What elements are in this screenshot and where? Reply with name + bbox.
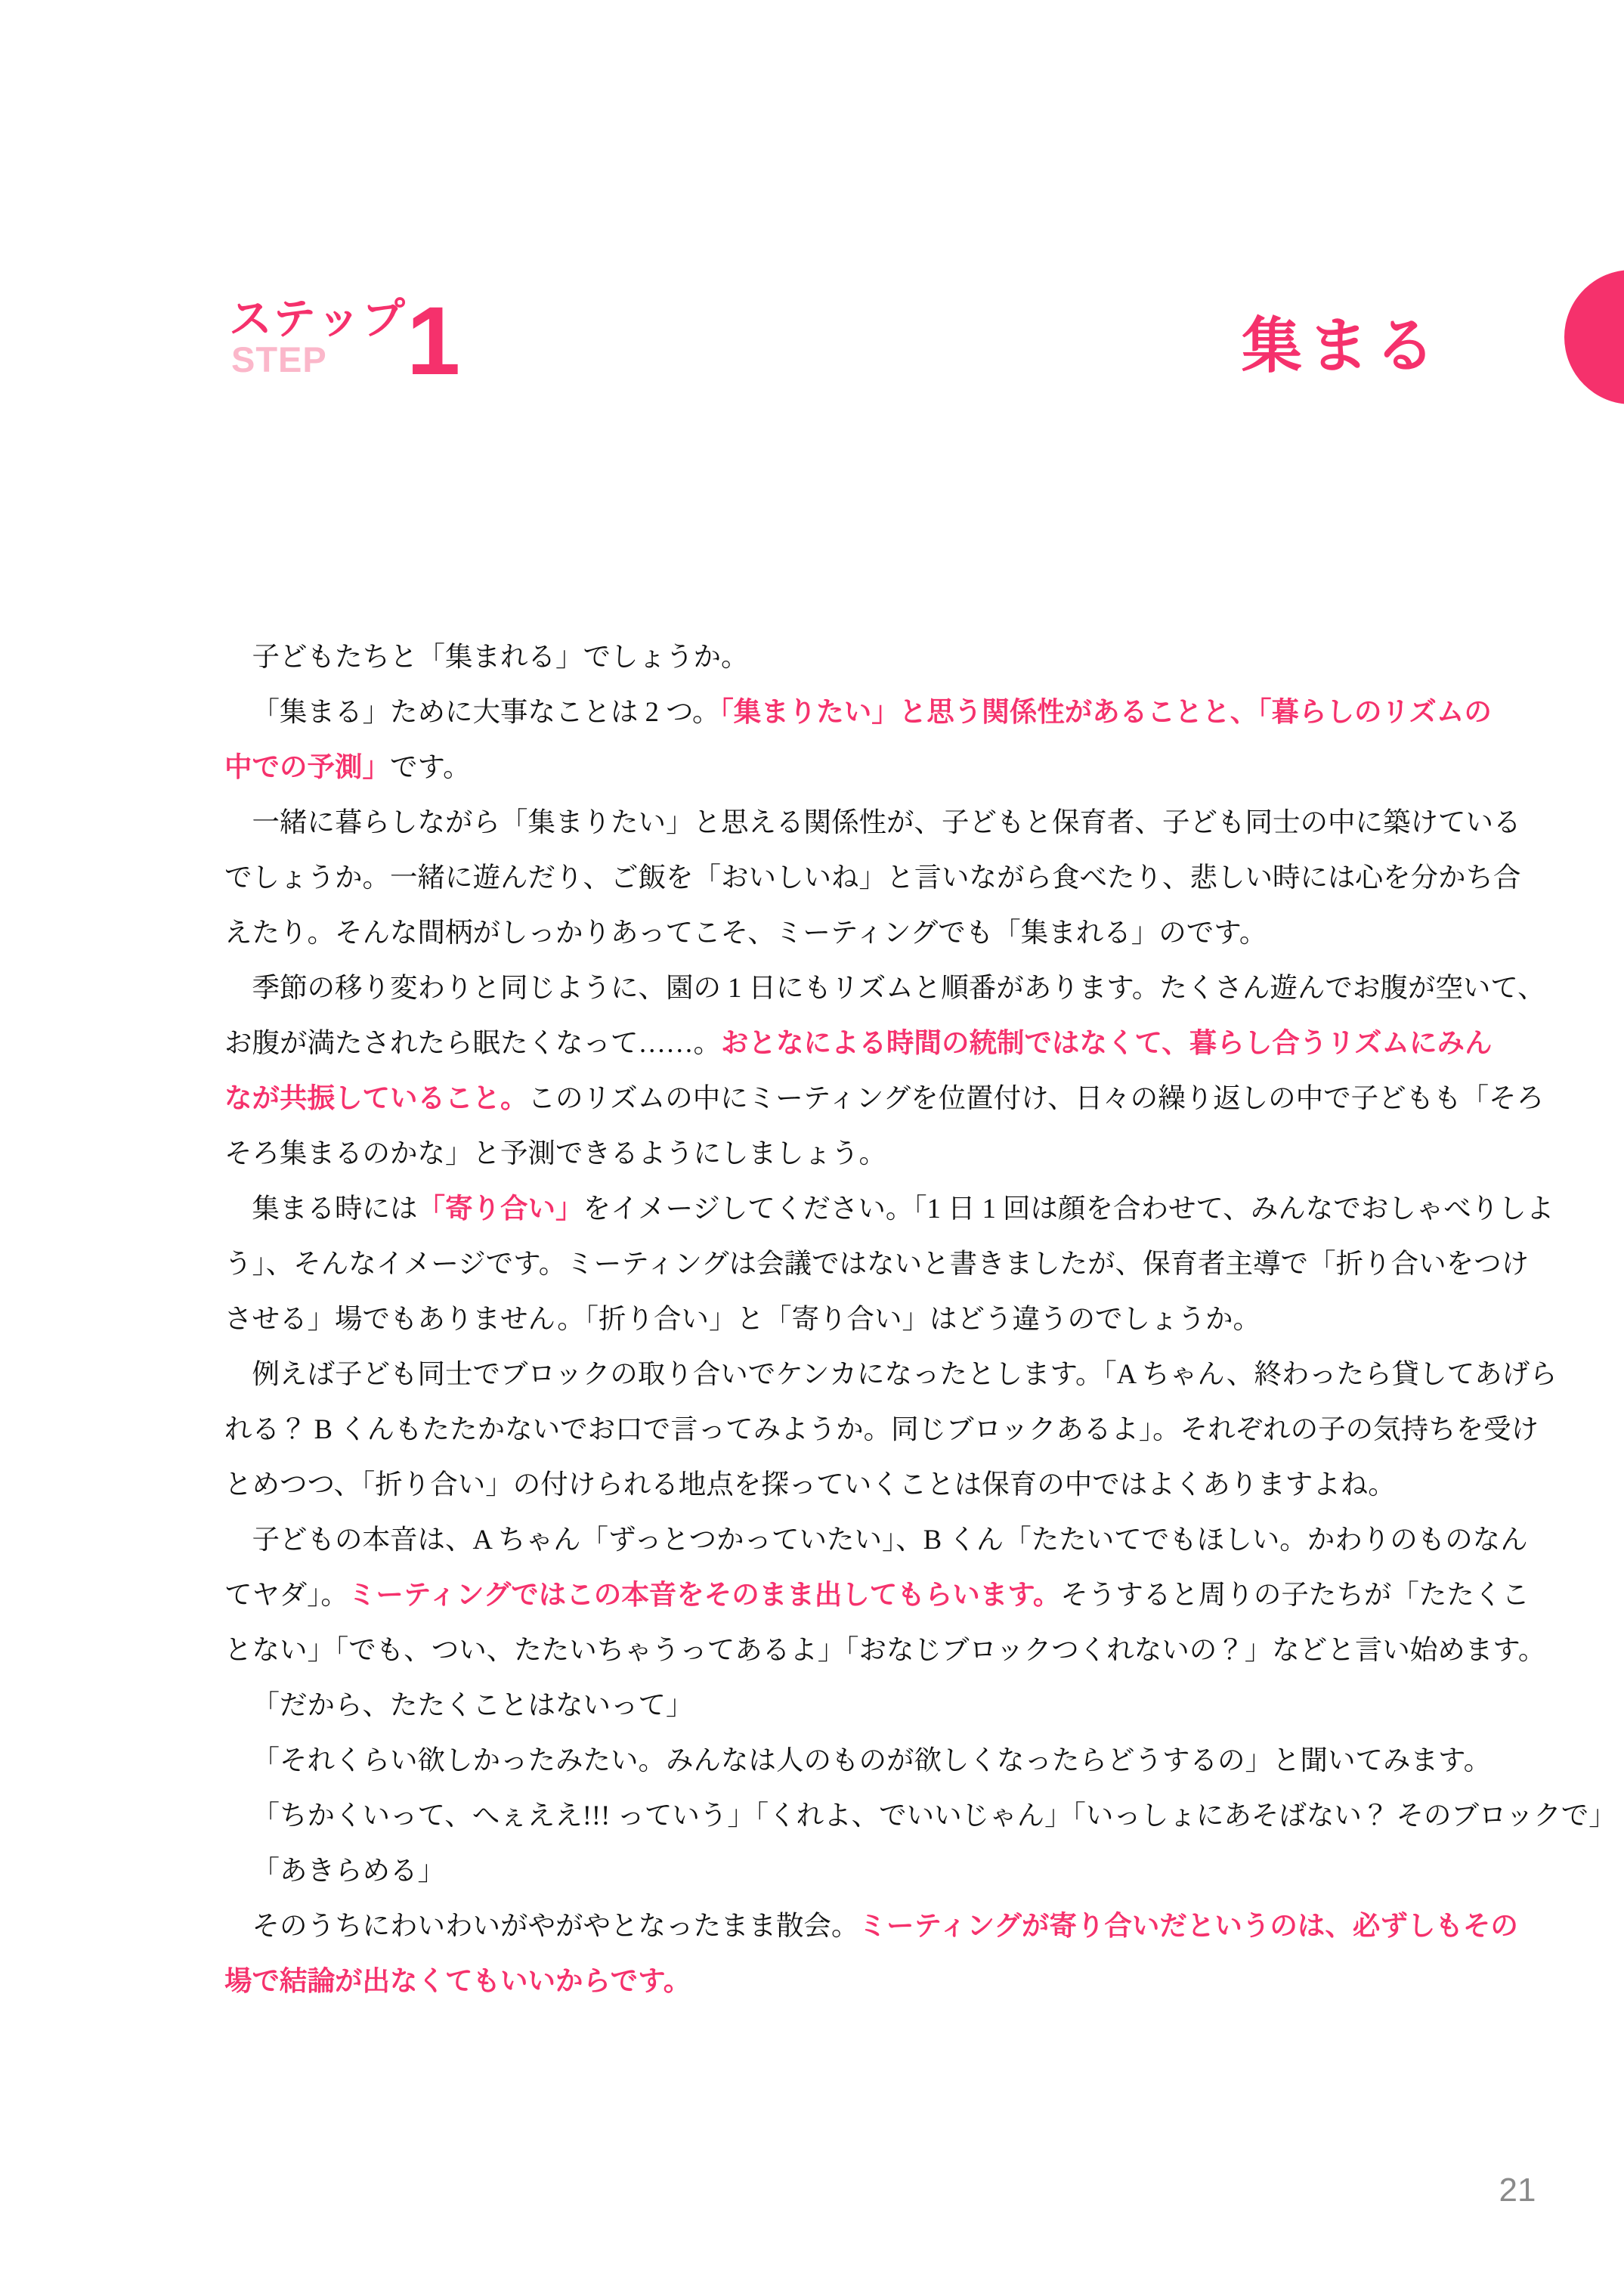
text-line [224,1732,1490,1788]
body-text-segment: 集まる時には [252,1193,418,1224]
text-line [224,1125,1490,1181]
text-line [224,850,1521,905]
text-line [224,1015,1493,1070]
text-line [224,1567,1530,1622]
step-label-english: STEP [231,339,327,379]
step-number: 1 [407,287,461,395]
text-line [224,684,1490,739]
chapter-edge-tab-circle-icon [1564,270,1624,404]
body-text-segment: 例えば子ども同士でブロックの取り合いでケンカになったとします。「A ちゃん、終わったら貸してあげら [252,1358,1557,1389]
body-text-segment: このリズムの中にミーティングを位置付け、日々の繰り返しの中で子どもも「そろ [527,1082,1545,1113]
text-line [224,1788,1616,1843]
text-line [224,1953,1490,2008]
body-text-segment: 季節の移り変わりと同じように、園の 1 日にもリズムと順番があります。たくさん遊んでお腹が空いて、 [252,972,1545,1003]
body-text-segment: てヤダ」。 [224,1579,348,1610]
text-line [224,1070,1545,1125]
step-label-japanese: ステップ [229,295,407,343]
text-line [224,1181,1554,1236]
body-text-segment: そのうちにわいわいがやがやとなったまま散会。 [252,1910,859,1941]
body-text-segment: でしょうか。一緒に遊んだり、ご飯を「おいしいね」と言いながら食べたり、悲しい時には心を分かち合 [224,862,1521,893]
text-line [224,1236,1530,1291]
text-line [224,1291,1490,1346]
emphasis-text: おとなによる時間の統制ではなくて、暮らし合うリズムにみん [721,1027,1493,1058]
text-line [224,1898,1518,1953]
emphasis-text: なが共振していること。 [224,1082,528,1113]
text-line [224,1401,1539,1457]
text-line [224,739,1490,794]
text-line [224,629,1490,684]
chapter-title: 集まる [1242,312,1441,379]
text-line [224,1346,1557,1401]
emphasis-text: 「集まりたい」と思う関係性があることと、「暮らしのリズムの [719,696,1492,727]
body-text-segment: させる」場でもありません。「折り合い」と「寄り合い」はどう違うのでしょうか。 [224,1303,1261,1334]
body-text-segment: です。 [390,751,471,782]
emphasis-text: ミーティングが寄り合いだというのは、必ずしもその [858,1910,1518,1941]
body-text-segment: う」、そんなイメージです。ミーティングは会議ではないと書きましたが、保育者主導で「折り合いをつけ [224,1248,1530,1279]
body-text [224,629,1616,2008]
body-text-segment: 一緒に暮らしながら「集まりたい」と思える関係性が、子どもと保育者、子ども同士の中に築けている [252,806,1521,837]
body-text-segment: 子どもたちと「集まれる」でしょうか。 [252,641,749,672]
body-text-segment: 「あきらめる」 [252,1855,445,1886]
body-text-segment: そろ集まるのかな」と予測できるようにしましょう。 [224,1138,886,1169]
body-text-segment: そうすると周りの子たちが「たたくこ [1060,1579,1530,1610]
body-text-segment: 子どもの本音は、A ちゃん「ずっとつかっていたい」、B くん「たたいてでもほしい。かわりのものなん [252,1524,1528,1555]
body-text-segment: とない」「でも、つい、たたいちゃうってあるよ」「おなじブロックつくれないの？」などと言い始めます。 [224,1634,1546,1665]
body-text-segment: 「集まる」ために大事なことは 2 つ。 [252,696,720,727]
body-text-segment: お腹が満たされたら眠たくなって……。 [224,1027,721,1058]
emphasis-text: 場で結論が出なくてもいいからです。 [224,1965,691,1996]
emphasis-text: 「寄り合い」 [417,1193,583,1224]
body-text-segment: れる？ B くんもたたかないでお口で言ってみようか。同じブロックあるよ」。それぞれの子の気持ちを受け [224,1413,1539,1444]
text-line [224,960,1545,1015]
body-text-segment: をイメージしてください。「1 日 1 回は顔を合わせて、みんなでおしゃべりしよ [583,1193,1554,1224]
body-text-segment: 「ちかくいって、へぇええ!!! っていう」「くれよ、でいいじゃん」「いっしょにあそばない？ そのブロックで」 [252,1800,1616,1831]
text-line [224,1677,1490,1732]
text-line [224,1622,1546,1677]
text-line [224,794,1521,850]
text-line [224,905,1490,960]
emphasis-text: ミーティングではこの本音をそのまま出してもらいます。 [348,1579,1061,1610]
text-line [224,1512,1528,1567]
page-number: 21 [1499,2172,1536,2209]
text-line [224,1843,1490,1898]
emphasis-text: 中での予測」 [224,751,390,782]
body-text-segment: えたり。そんな間柄がしっかりあってこそ、ミーティングでも「集まれる」のです。 [224,917,1267,948]
body-text-segment: 「だから、たたくことはないって」 [252,1689,694,1720]
body-text-segment: 「それくらい欲しかったみたい。みんなは人のものが欲しくなったらどうするの」と聞いてみます。 [252,1744,1492,1775]
text-line [224,1457,1490,1512]
body-text-segment: とめつつ、「折り合い」の付けられる地点を探っていくことは保育の中ではよくありますよね。 [224,1469,1396,1500]
